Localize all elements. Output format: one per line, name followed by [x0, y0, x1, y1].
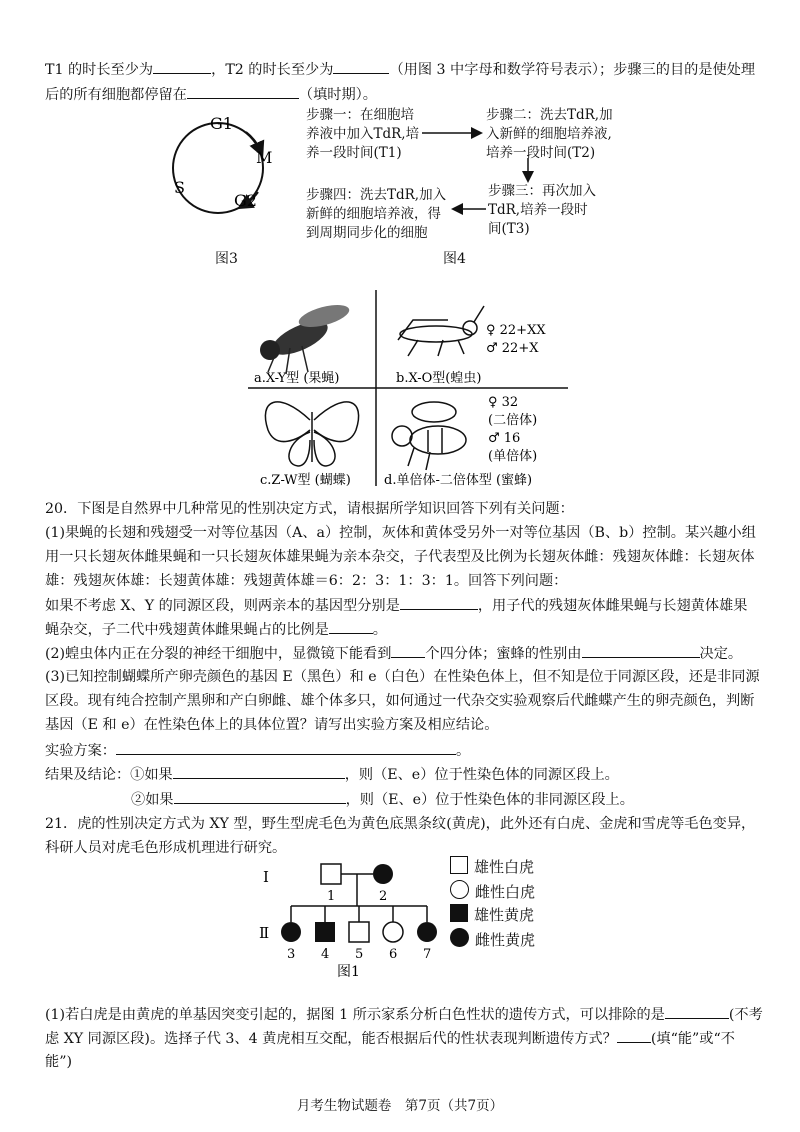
female-white-symbol [450, 880, 469, 899]
text: 结果及结论：①如果 [45, 767, 173, 783]
q20-p1-line3: 雄：残翅灰体雄：长翅黄体雄：残翅黄体雄＝6：2：3：1：3：1。回答下列问题： [45, 573, 568, 589]
locust-female-karyotype: ♀ 22+XX [486, 323, 546, 338]
text: 实验方案： [45, 743, 116, 759]
individual-number: 6 [389, 947, 398, 962]
text: 决定。 [699, 646, 743, 662]
answer-blank[interactable] [391, 643, 425, 658]
cell-cycle-diagram [160, 108, 300, 238]
bee-female-chromosomes: ♀ 32 [488, 395, 519, 410]
female-yellow-symbol [450, 928, 469, 947]
text: (不考 [728, 1007, 763, 1023]
text: （填时期）。 [298, 87, 377, 103]
answer-blank[interactable] [174, 789, 346, 804]
bee-icon [392, 402, 466, 470]
step-one: 步骤一：在细胞培 养液中加入TdR,培 养一段时间(T1) [306, 107, 420, 161]
answer-blank[interactable] [173, 764, 345, 779]
bee-male-note: (单倍体) [488, 449, 538, 464]
step-four: 步骤四：洗去TdR,加入 新鲜的细胞培养液，得 到周期同步化的细胞 [306, 187, 447, 241]
text: ②如果 [131, 792, 174, 808]
text: 后的所有细胞都停留在 [45, 87, 187, 103]
legend-female-white [450, 880, 535, 903]
label-c: c.Z-W型 (蝴蝶) [260, 473, 351, 488]
generation-label-2: Ⅱ [259, 924, 270, 942]
legend-male-yellow [450, 904, 534, 926]
individual-number: 4 [321, 947, 330, 962]
q21-p1-line1 [45, 1004, 763, 1025]
female-white-tiger-6 [383, 922, 403, 942]
text: 蝇杂交，子二代中残翅黄体雌果蝇占的比例是 [45, 622, 329, 638]
text: (1)若白虎是由黄虎的单基因突变引起的，据图 1 所示家系分析白色性状的遗传方式，可以排除的是 [45, 1007, 665, 1023]
bee-female-note: (二倍体) [488, 413, 538, 428]
individual-number: 2 [379, 889, 388, 904]
male-white-tiger-1 [321, 864, 341, 884]
step-three: 步骤三：再次加入 TdR,培养一段时 间(T3) [488, 183, 596, 237]
text: （用图 3 中字母和数学符号表示）；步骤三的目的是使处理 [389, 62, 756, 78]
legend-male-white [450, 856, 534, 878]
phase-label-s: S [174, 178, 185, 197]
male-white-symbol [450, 856, 468, 874]
individual-number: 5 [355, 947, 364, 962]
text: ，则（E、e）位于性染色体的非同源区段上。 [345, 792, 634, 808]
q21-p1-line3: 能”) [45, 1054, 72, 1070]
answer-blank[interactable] [582, 643, 700, 658]
answer-blank[interactable] [116, 740, 456, 755]
text: ，则（E、e）位于性染色体的同源区段上。 [344, 767, 619, 783]
text: T1 的时长至少为 [45, 62, 154, 78]
question-line [45, 84, 377, 105]
text: 个四分体；蜜蜂的性别由 [425, 646, 582, 662]
text: 。 [455, 743, 471, 759]
q21-line2: 科研人员对虎毛色形成机理进行研究。 [45, 840, 287, 856]
grasshopper-icon [398, 306, 484, 356]
text: (填“能”或“不 [650, 1031, 735, 1047]
legend-label: 雄性黄虎 [474, 906, 535, 924]
male-yellow-symbol [450, 904, 468, 922]
q20-intro: 20．下图是自然界中几种常见的性别决定方式，请根据所学知识回答下列有关问题： [45, 501, 574, 517]
step-two: 步骤二：洗去TdR,加 入新鲜的细胞培养液, 培养一段时间(T2) [486, 107, 613, 161]
q20-p2 [45, 643, 742, 664]
pedigree-chart [255, 858, 445, 978]
text: 虑 XY 同源区段)。选择子代 3、4 黄虎相互交配，能否根据后代的性状表现判断遗传方式？ [45, 1031, 617, 1047]
answer-blank[interactable] [665, 1004, 729, 1019]
individual-number: 1 [327, 889, 336, 904]
answer-blank[interactable] [400, 595, 478, 610]
individual-number: 7 [423, 947, 432, 962]
figure-caption: 图4 [443, 251, 466, 267]
female-yellow-tiger-7 [417, 922, 437, 942]
question-line [45, 59, 755, 80]
answer-blank[interactable] [333, 59, 389, 74]
male-white-tiger-5 [349, 922, 369, 942]
q20-p3-line1: (3)已知控制蝴蝶所产卵壳颜色的基因 E（黑色）和 e（白色）在性染色体上，但不知是位于同源区段，还是非同源 [45, 669, 760, 685]
generation-label-1: Ⅰ [263, 868, 269, 886]
individual-number: 3 [287, 947, 296, 962]
label-a: a.X-Y型 (果蝇) [254, 371, 340, 386]
text: ，用子代的残翅灰体雌果蝇与长翅黄体雄果 [477, 598, 748, 614]
q21-p1-line2 [45, 1028, 735, 1049]
phase-label-m: M [256, 148, 273, 167]
label-d: d.单倍体-二倍体型 (蜜蜂) [384, 473, 533, 488]
q21-line1: 21．虎的性别决定方式为 XY 型，野生型虎毛色为黄色底黑条纹(黄虎)，此外还有白虎、金虎和雪虎等毛色变异， [45, 816, 756, 832]
q20-result2 [131, 789, 634, 810]
phase-label-g1: G1 [210, 114, 233, 133]
label-b: b.X-O型(蝗虫) [396, 371, 482, 386]
legend-female-yellow [450, 928, 535, 951]
q20-result1 [45, 764, 619, 785]
legend-label: 雄性白虎 [474, 858, 535, 876]
answer-blank[interactable] [617, 1028, 651, 1043]
q20-p3-line3: 基因（E 和 e）在性染色体上的具体位置？请写出实验方案及相应结论。 [45, 717, 499, 733]
text: ，T2 的时长至少为 [211, 62, 334, 78]
step-arrows [420, 125, 540, 225]
q20-p3-line2: 区段。现有纯合控制产黑卵和产白卵雌、雄个体多只，如何通过一代杂交实验观察后代雌蝶产生的卵壳颜色，判断 [45, 693, 755, 709]
phase-label-g2: G2 [234, 191, 257, 210]
bee-male-chromosomes: ♂ 16 [488, 431, 521, 446]
text: 。 [372, 622, 387, 638]
text: 如果不考虑 X、Y 的同源区段，则两亲本的基因型分别是 [45, 598, 400, 614]
answer-blank[interactable] [187, 84, 299, 99]
female-yellow-tiger-2 [373, 864, 393, 884]
q20-p1-line1: (1)果蝇的长翅和残翅受一对等位基因（A、a）控制，灰体和黄体受另外一对等位基因（B、b）控制。某兴趣小组 [45, 525, 756, 541]
figure-caption: 图1 [337, 964, 360, 978]
legend-label: 雌性白虎 [475, 883, 536, 901]
male-yellow-tiger-4 [315, 922, 335, 942]
q20-p1-line4 [45, 595, 747, 616]
answer-blank[interactable] [153, 59, 211, 74]
fruit-fly-icon [260, 301, 351, 374]
answer-blank[interactable] [329, 619, 373, 634]
sex-determination-figure [248, 290, 568, 490]
text: (2)蝗虫体内正在分裂的神经干细胞中，显微镜下能看到 [45, 646, 392, 662]
q20-plan [45, 740, 470, 761]
q20-p1-line5 [45, 619, 387, 640]
legend-label: 雌性黄虎 [475, 931, 536, 949]
page-footer: 月考生物试题卷 第7页（共7页） [296, 1098, 504, 1114]
butterfly-icon [265, 402, 358, 466]
female-yellow-tiger-3 [281, 922, 301, 942]
figure-caption: 图3 [215, 251, 238, 267]
q20-p1-line2: 用一只长翅灰体雌果蝇和一只长翅灰体雄果蝇为亲本杂交，子代表型及比例为长翅灰体雌：残翅灰体雌：长翅灰体 [45, 549, 755, 565]
locust-male-karyotype: ♂ 22+X [486, 341, 539, 356]
